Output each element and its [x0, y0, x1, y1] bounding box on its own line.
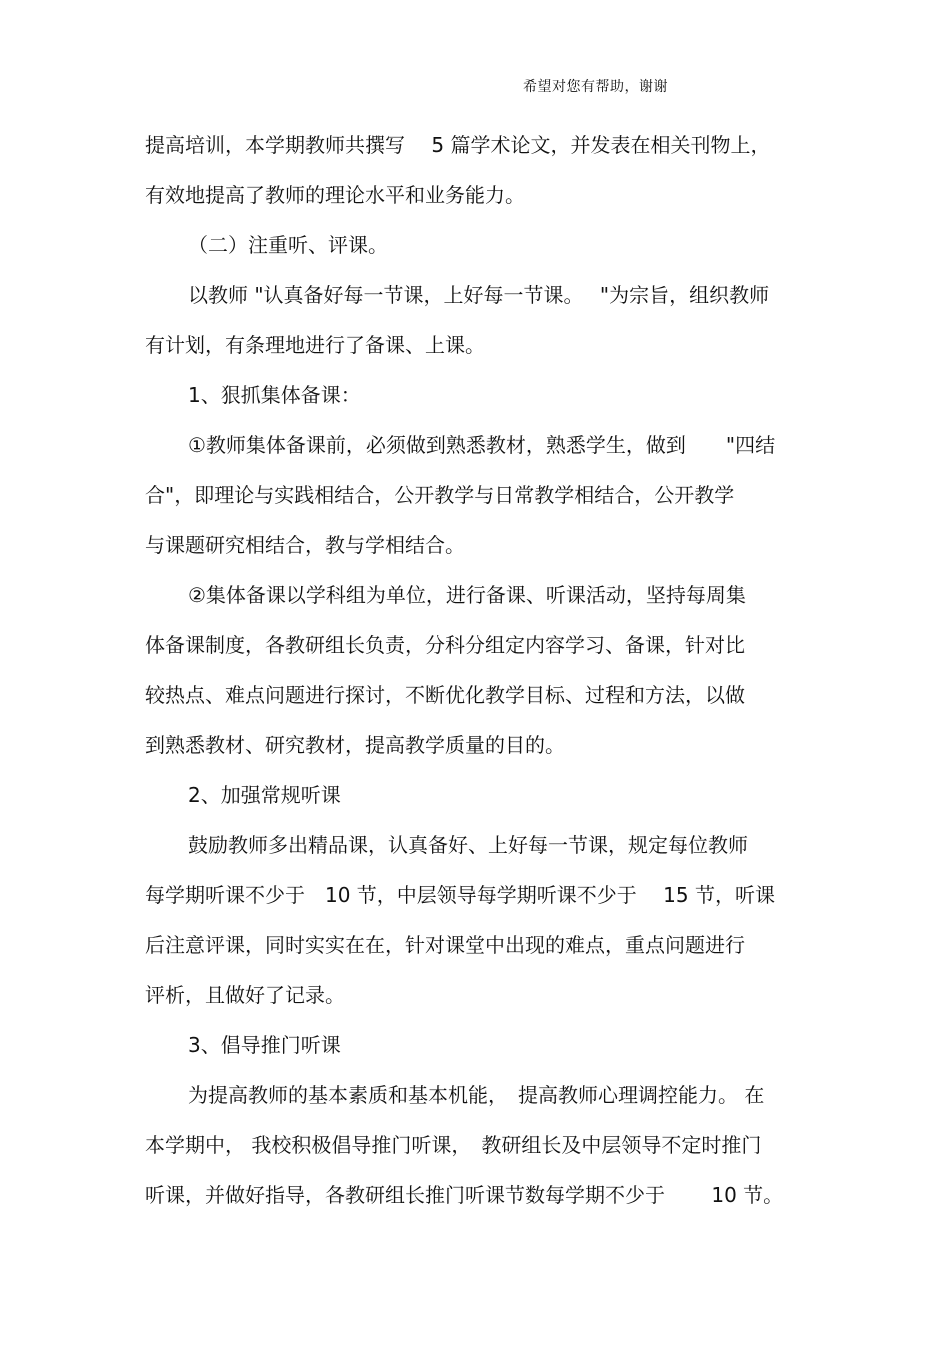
text-line-13: 到熟悉教材、研究教材，提高教学质量的目的。 [145, 733, 565, 757]
text-line-5: 有计划，有条理地进行了备课、上课。 [145, 333, 485, 357]
subheading-1: 1、狠抓集体备课： [188, 383, 361, 407]
header-note: 希望对您有帮助，谢谢 [523, 79, 668, 95]
subheading-3: 3、倡导推门听课 [188, 1033, 341, 1057]
text-line-15: 鼓励教师多出精品课，认真备好、上好每一节课，规定每位教师 [188, 833, 748, 857]
text-line-7: ①教师集体备课前，必须做到熟悉教材，熟悉学生，做到 "四结 [188, 433, 776, 457]
text-line-16: 每学期听课不少于 10 节，中层领导每学期听课不少于 15 节，听课 [145, 883, 775, 907]
text-line-10: ②集体备课以学科组为单位，进行备课、听课活动，坚持每周集 [188, 583, 746, 607]
text-line-22: 听课，并做好指导，各教研组长推门听课节数每学期不少于 10 节。 [145, 1183, 784, 1207]
text-line-2: 有效地提高了教师的理论水平和业务能力。 [145, 183, 525, 207]
text-line-1: 提高培训，本学期教师共撰写 5 篇学术论文，并发表在相关刊物上， [145, 133, 771, 157]
text-line-4: 以教师 "认真备好每一节课，上好每一节课。 "为宗旨，组织教师 [188, 283, 770, 307]
subheading-2: 2、加强常规听课 [188, 783, 341, 807]
text-line-11: 体备课制度，各教研组长负责，分科分组定内容学习、备课，针对比 [145, 633, 745, 657]
text-line-12: 较热点、难点问题进行探讨，不断优化教学目标、过程和方法，以做 [145, 683, 745, 707]
text-line-20: 为提高教师的基本素质和基本机能， 提高教师心理调控能力。 在 [188, 1083, 765, 1107]
text-line-21: 本学期中， 我校积极倡导推门听课， 教研组长及中层领导不定时推门 [145, 1133, 762, 1157]
text-line-18: 评析，且做好了记录。 [145, 983, 345, 1007]
text-line-17: 后注意评课，同时实实在在，针对课堂中出现的难点，重点问题进行 [145, 933, 745, 957]
section-heading-2: （二）注重听、评课。 [188, 233, 388, 257]
text-line-8: 合"，即理论与实践相结合，公开教学与日常教学相结合，公开教学 [145, 483, 735, 507]
text-line-9: 与课题研究相结合，教与学相结合。 [145, 533, 465, 557]
